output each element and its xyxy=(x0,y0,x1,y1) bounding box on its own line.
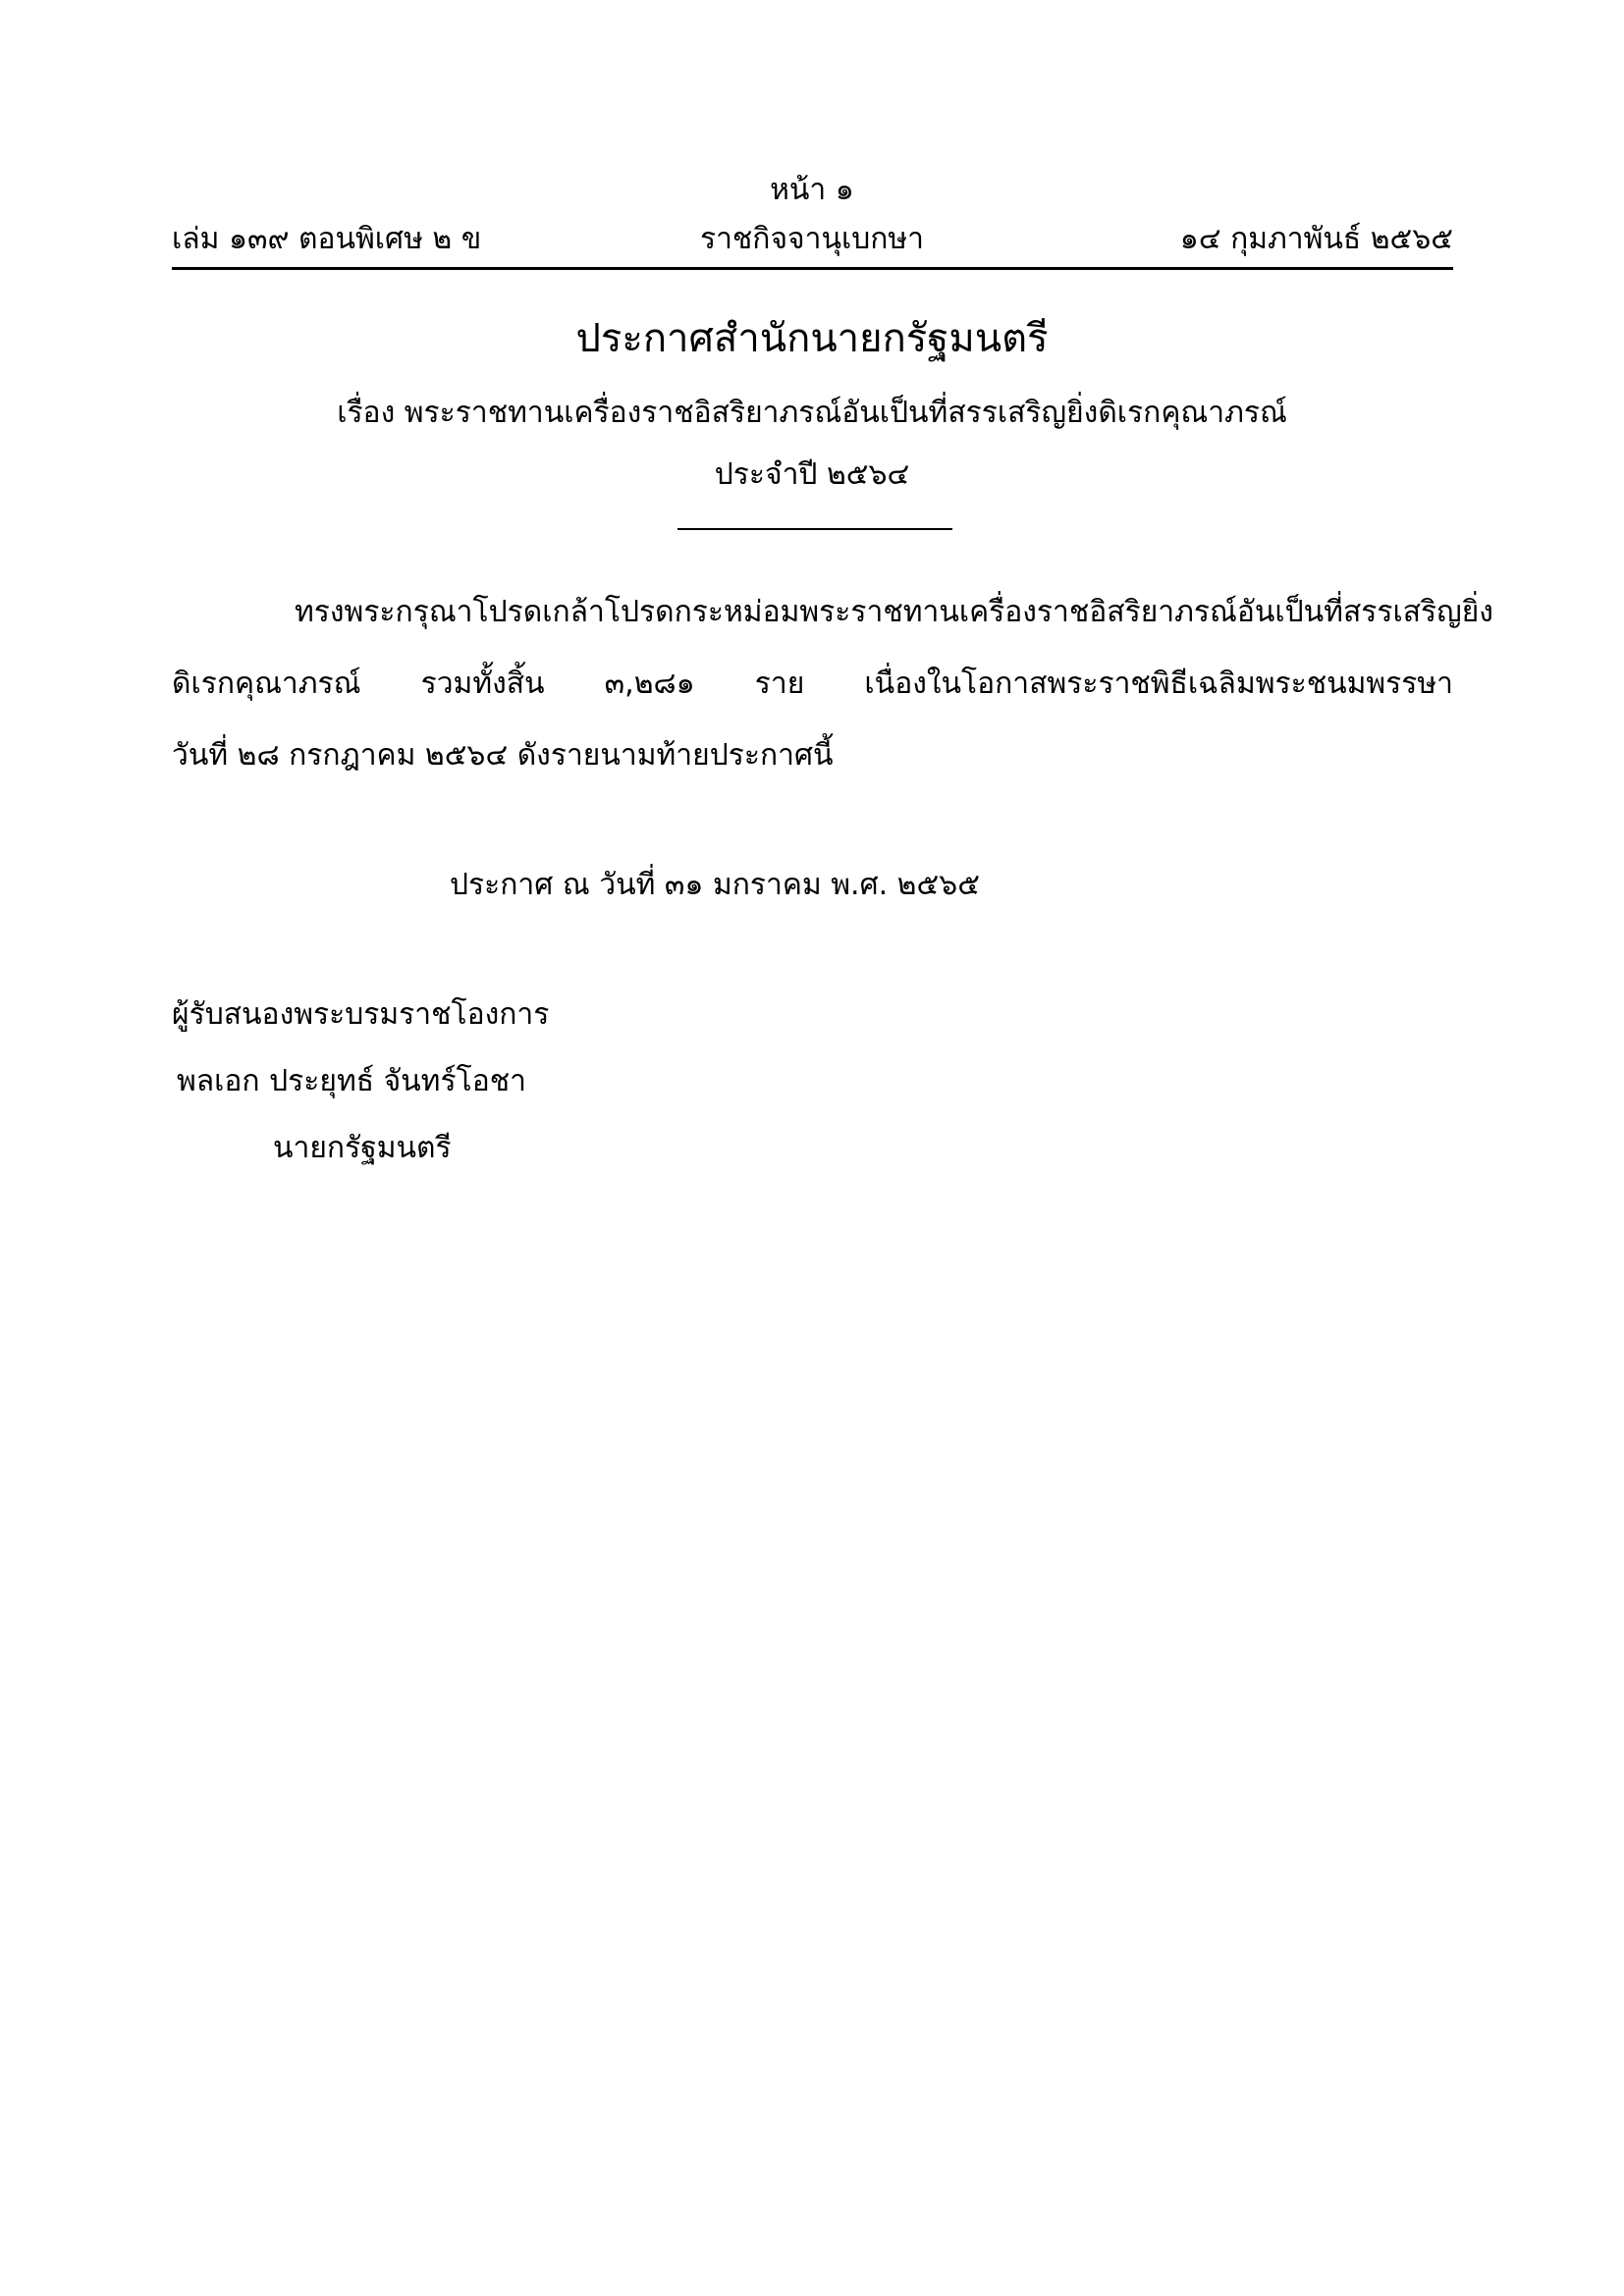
signatory-name: พลเอก ประยุทธ์ จันทร์โอชา xyxy=(177,1064,526,1098)
publication-date: ๑๔ กุมภาพันธ์ ๒๕๖๕ xyxy=(1179,222,1453,256)
page-number: หน้า ๑ xyxy=(770,173,854,207)
body-line-3: วันที่ ๒๘ กรกฎาคม ๒๕๖๔ ดังรายนามท้ายประกาศนี้ xyxy=(172,738,834,773)
publication-name: ราชกิจจานุเบกษา xyxy=(699,222,925,256)
body-line-1: ทรงพระกรุณาโปรดเกล้าโปรดกระหม่อมพระราชทานเครื่องราชอิสริยาภรณ์อันเป็นที่สรรเสริญยิ่ง xyxy=(295,595,1493,629)
announced-date: ประกาศ ณ วันที่ ๓๑ มกราคม พ.ศ. ๒๕๖๕ xyxy=(450,868,980,902)
countersign-label: ผู้รับสนองพระบรมราชโองการ xyxy=(172,997,550,1032)
body-paragraph xyxy=(172,589,1493,785)
announcement-title: ประกาศสำนักนายกรัฐมนตรี xyxy=(575,316,1049,361)
announcement-year: ประจำปี ๒๕๖๔ xyxy=(714,457,910,492)
volume-issue: เล่ม ๑๓๙ ตอนพิเศษ ๒ ข xyxy=(172,222,482,256)
announcement-subject: เรื่อง พระราชทานเครื่องราชอิสริยาภรณ์อันเป็นที่สรรเสริญยิ่งดิเรกคุณาภรณ์ xyxy=(337,396,1287,430)
header-rule xyxy=(172,267,1453,270)
signatory-position: นายกรัฐมนตรี xyxy=(273,1131,452,1165)
body-line-2: ดิเรกคุณาภรณ์ รวมทั้งสิ้น ๓,๒๘๑ ราย เนื่องในโอกาสพระราชพิธีเฉลิมพระชนมพรรษา xyxy=(172,667,1453,701)
title-divider xyxy=(677,528,952,530)
